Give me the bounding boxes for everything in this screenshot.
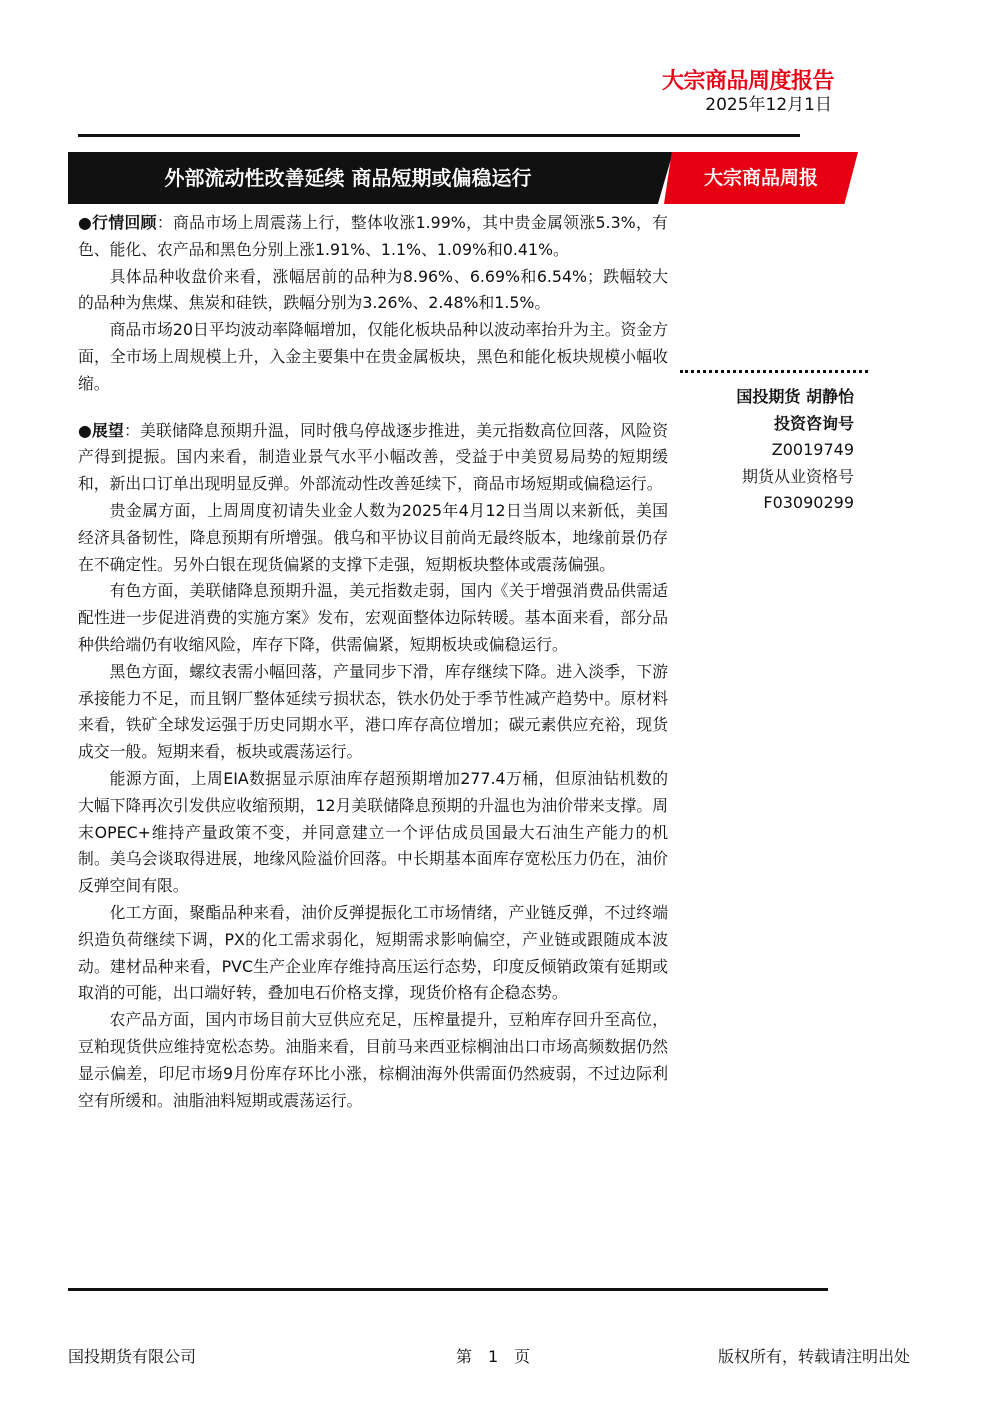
top-divider	[78, 134, 800, 137]
headline-text: 外部流动性改善延续 商品短期或偏稳运行	[164, 166, 532, 190]
main-content	[78, 210, 668, 1114]
license-number: F03090299	[763, 493, 854, 512]
bottom-divider	[68, 1288, 828, 1291]
review-lead-paragraph	[78, 210, 668, 264]
author-block	[680, 384, 854, 517]
report-title: 大宗商品周度报告	[661, 69, 834, 94]
author-divider	[680, 370, 868, 373]
review-label: ●行情回顾	[78, 213, 157, 232]
review-paragraph-2: 具体品种收盘价来看，涨幅居前的品种为8.96%、6.69%和6.54%；跌幅较大的品种为焦煤、焦炭和硅铁，跌幅分别为3.26%、2.48%和1.5%。	[78, 266, 668, 313]
outlook-paragraph-agriculture: 农产品方面，国内市场目前大豆供应充足，压榨量提升，豆粕库存回升至高位，豆粕现货供应维持宽松态势。油脂来看，目前马来西亚棕榈油出口市场高频数据仍然显示偏差，印尼市场9月份库存环比小涨，棕榈油海外供需面仍然疲弱，不过边际利空有所缓和。油脂油料短期或震荡运行。	[78, 1010, 668, 1110]
footer-company: 国投期货有限公司	[68, 1347, 197, 1366]
outlook-paragraph-ferrous: 黑色方面，螺纹表需小幅回落，产量同步下滑，库存继续下降。进入淡季，下游承接能力不足，而且钢厂整体延续亏损状态，铁水仍处于季节性减产趋势中。原材料来看，铁矿全球发运强于历史同期水平，港口库存高位增加；碳元素供应充裕，现货成交一般。短期来看，板块或震荡运行。	[78, 661, 668, 762]
author-company-name: 国投期货 胡静怡	[736, 387, 854, 406]
outlook-lead-text: ：美联储降息预期升温，同时俄乌停战逐步推进，美元指数高位回落，风险资产得到提振。国内来看，制造业景气水平小幅改善，受益于中美贸易局势的短期缓和，新出口订单出现明显反弹。外部流动性改善延续下，商品市场短期或偏稳运行。	[78, 420, 668, 494]
consult-label: 投资咨询号	[773, 413, 854, 433]
license-label: 期货从业资格号	[741, 466, 854, 486]
report-tag-text: 大宗商品周报	[703, 167, 818, 189]
consult-number: Z0019749	[771, 440, 854, 459]
outlook-paragraph-nonferrous: 有色方面，美联储降息预期升温，美元指数走弱，国内《关于增强消费品供需适配性进一步促进消费的实施方案》发布，宏观面整体边际转暖。基本面来看，部分品种供给端仍有收缩风险，库存下降，供需偏紧，短期板块或偏稳运行。	[78, 581, 668, 654]
outlook-label: ●展望	[78, 420, 125, 440]
review-lead-text: ：商品市场上周震荡上行，整体收涨1.99%，其中贵金属领涨5.3%，有色、能化、农产品和黑色分别上涨1.91%、1.1%、1.09%和0.41%。	[78, 213, 668, 259]
outlook-paragraph-chemicals: 化工方面，聚酯品种来看，油价反弹提振化工市场情绪，产业链反弹，不过终端织造负荷继续下调，PX的化工需求弱化，短期需求影响偏空，产业链或跟随成本波动。建材品种来看，PVC生产企业库存维持高压运行态势，印度反倾销政策有延期或取消的可能，出口端好转，叠加电石价格支撑，现货价格有企稳态势。	[78, 902, 668, 1003]
review-paragraph-3: 商品市场20日平均波动率降幅增加，仅能化板块品种以波动率抬升为主。资金方面，全市场上周规模上升，入金主要集中在贵金属板块，黑色和能化板块规模小幅收缩。	[78, 320, 668, 393]
outlook-paragraph-precious-metals: 贵金属方面，上周周度初请失业金人数为2025年4月12日当周以来新低，美国经济具备韧性，降息预期有所增强。俄乌和平协议目前尚无最终版本，地缘前景仍存在不确定性。另外白银在现货偏紧的支撑下走强，短期板块整体或震荡偏强。	[78, 500, 668, 574]
outlook-paragraph-energy: 能源方面，上周EIA数据显示原油库存超预期增加277.4万桶，但原油钻机数的大幅下降再次引发供应收缩预期，12月美联储降息预期的升温也为油价带来支撑。周末OPEC+维持产量政策不变，并同意建立一个评估成员国最大石油生产能力的机制。美乌会谈取得进展，地缘风险溢价回落。中长期基本面库存宽松压力仍在，油价反弹空间有限。	[78, 768, 668, 896]
report-date: 2025年12月1日	[705, 95, 832, 115]
footer-page-number: 第 1 页	[456, 1347, 531, 1366]
footer-copyright: 版权所有，转载请注明出处	[718, 1347, 911, 1366]
outlook-lead-paragraph	[78, 418, 668, 498]
